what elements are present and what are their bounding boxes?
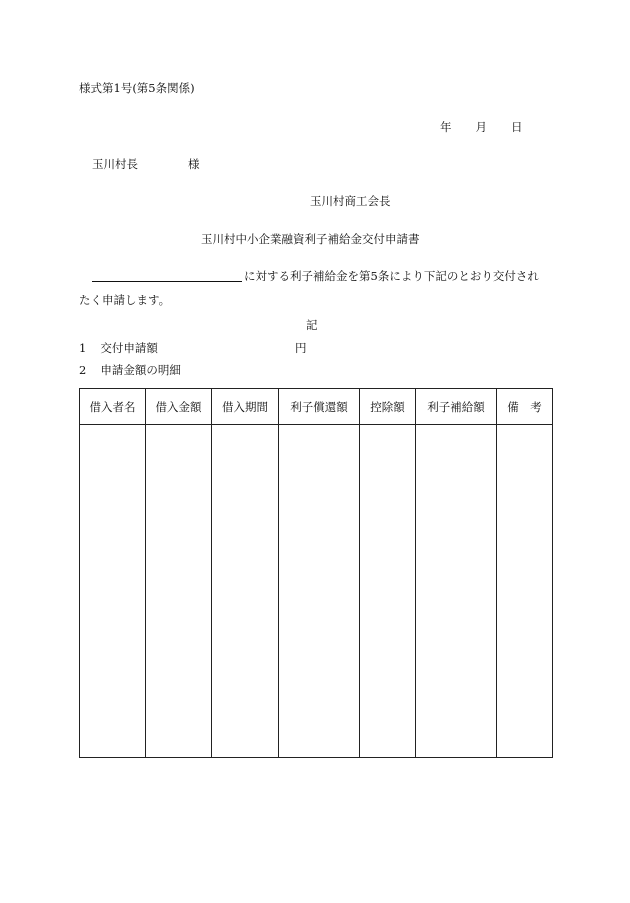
date-day: 日 <box>511 120 523 134</box>
form-number: 様式第1号(第5条関係) <box>79 81 195 95</box>
body-line-2: たく申請します。 <box>79 293 171 307</box>
item-1-label: 交付申請額 <box>100 341 158 355</box>
cell-interest-repayment[interactable] <box>279 425 360 758</box>
document-title: 玉川村中小企業融資利子補給金交付申請書 <box>201 232 420 246</box>
cell-remarks[interactable] <box>497 425 553 758</box>
body-line-1 <box>92 269 539 283</box>
date-line <box>440 120 523 134</box>
addressee-name: 玉川村長 <box>92 157 138 171</box>
detail-table <box>79 388 553 758</box>
header-loan-period: 借入期間 <box>212 389 279 425</box>
cell-loan-amount[interactable] <box>146 425 212 758</box>
item-2 <box>79 363 181 377</box>
item-1 <box>79 341 307 355</box>
item-1-number: 1 <box>79 341 87 355</box>
addressee-honorific: 様 <box>188 157 200 171</box>
table-header-row <box>80 389 553 425</box>
header-loan-amount: 借入金額 <box>146 389 212 425</box>
ki-heading: 記 <box>306 318 318 332</box>
item-2-number: 2 <box>79 363 87 377</box>
applicant: 玉川村商工会長 <box>310 194 391 208</box>
header-interest-repayment: 利子償還額 <box>279 389 360 425</box>
cell-deduction[interactable] <box>360 425 416 758</box>
header-interest-subsidy: 利子補給額 <box>416 389 497 425</box>
borrower-blank-line[interactable] <box>92 269 242 282</box>
cell-borrower-name[interactable] <box>80 425 146 758</box>
table-row <box>80 425 553 758</box>
header-borrower-name: 借入者名 <box>80 389 146 425</box>
cell-loan-period[interactable] <box>212 425 279 758</box>
header-deduction: 控除額 <box>360 389 416 425</box>
addressee <box>92 157 200 171</box>
date-year: 年 <box>440 120 452 134</box>
date-month: 月 <box>475 120 487 134</box>
body-line-1-text: に対する利子補給金を第5条により下記のとおり交付され <box>244 269 539 283</box>
header-remarks: 備 考 <box>497 389 553 425</box>
cell-interest-subsidy[interactable] <box>416 425 497 758</box>
item-1-unit: 円 <box>295 341 307 355</box>
item-2-label: 申請金額の明細 <box>100 363 181 377</box>
